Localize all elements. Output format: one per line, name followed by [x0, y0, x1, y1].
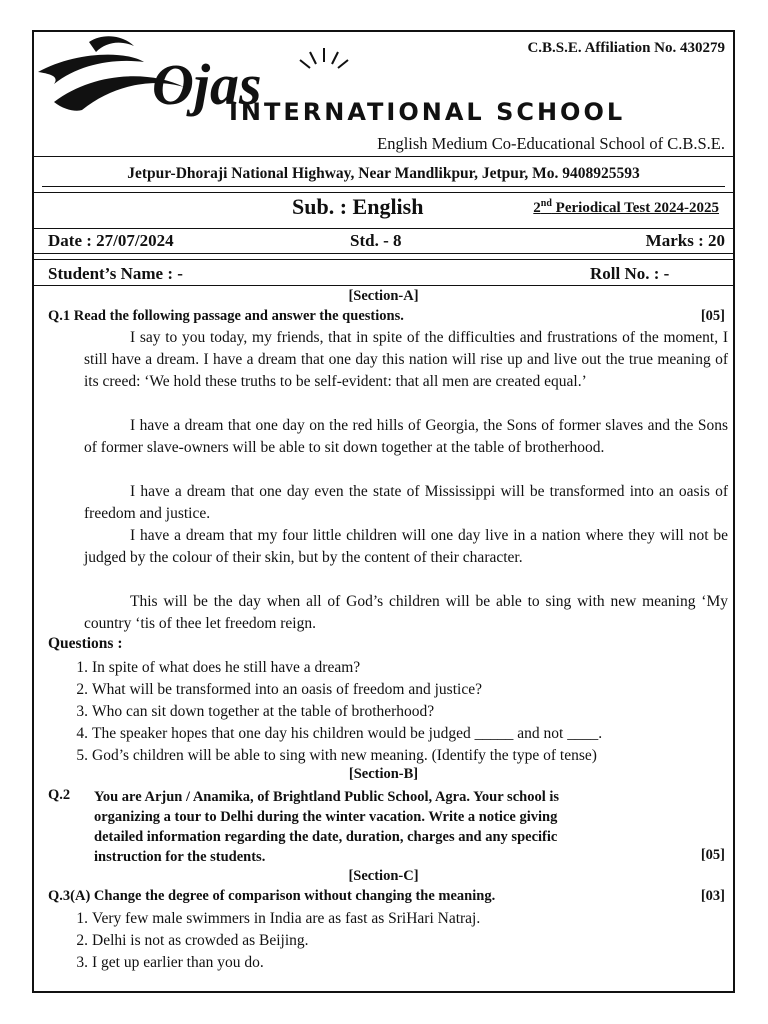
questions-heading: Questions :	[48, 635, 123, 652]
divider	[34, 156, 733, 157]
passage-paragraph: I have a dream that one day even the state of Mississippi will be transformed into an oasis of freedom and justice.	[84, 483, 728, 522]
question-item: 1. In spite of what does he still have a dream?	[76, 659, 361, 676]
question-item: 4. The speaker hopes that one day his children would be judged _____ and not ____.	[76, 725, 603, 742]
divider	[34, 285, 733, 286]
subject-title: Sub. : English	[292, 194, 424, 219]
exam-paper	[32, 30, 735, 993]
question-item: 5. God’s children will be able to sing with new meaning. (Identify the type of tense)	[76, 747, 597, 764]
question-item: 2. What will be transformed into an oasis of freedom and justice?	[76, 681, 482, 698]
q3a-item: 3. I get up earlier than you do.	[76, 954, 264, 971]
divider	[34, 259, 733, 260]
standard: Std. - 8	[350, 231, 402, 250]
exam-date: Date : 27/07/2024	[48, 231, 174, 250]
question-item: 3. Who can sit down together at the table of brotherhood?	[76, 703, 435, 720]
divider	[34, 253, 733, 254]
test-title: 2nd Periodical Test 2024-2025	[533, 198, 719, 216]
q1-marks: [05]	[700, 308, 725, 324]
affiliation-number: C.B.S.E. Affiliation No. 430279	[527, 40, 725, 56]
sun-icon	[300, 48, 348, 68]
q3a-marks: [03]	[700, 888, 725, 904]
school-tagline: English Medium Co-Educational School of C.B.S.E.	[377, 134, 725, 153]
logo-text: Ojas	[152, 52, 262, 117]
passage-paragraph: I have a dream that my four little children will one day live in a nation where they will not be judged by the colour of their skin, but by the content of their character.	[84, 527, 728, 566]
q1-instruction: Q.1 Read the following passage and answer the questions.	[48, 308, 404, 324]
school-address: Jetpur-Dhoraji National Highway, Near Mandlikpur, Jetpur, Mo. 9408925593	[127, 165, 640, 182]
school-name: INTERNATIONAL SCHOOL	[229, 98, 626, 126]
passage-paragraph: I say to you today, my friends, that in spite of the difficulties and frustrations of the moment, I still have a dream. I have a dream that one day this nation will rise up and live out the true meaning of its creed: ‘We hold these truths to be self-evident: that all men are created equal.’	[84, 329, 728, 390]
passage-paragraph: This will be the day when all of God’s children will be able to sing with new meaning ‘My country ‘tis of thee let freedom reign.	[84, 593, 728, 632]
section-c-title: [Section-C]	[348, 868, 419, 884]
student-name-label: Student’s Name : -	[48, 264, 183, 283]
q2-text: You are Arjun / Anamika, of Brightland Public School, Agra. Your school is organizing a tour to Delhi during the winter vacation. Write a notice giving detailed information regarding the date, duration, charges and any specific instruction for the students.	[94, 789, 560, 865]
q3a-item: 2. Delhi is not as crowded as Beijing.	[76, 932, 309, 949]
q3a-instruction: Q.3(A) Change the degree of comparison without changing the meaning.	[48, 888, 496, 904]
divider	[34, 192, 733, 193]
passage-paragraph: I have a dream that one day on the red hills of Georgia, the Sons of former slaves and the Sons of former slave-owners will be able to sit down together at the table of brotherhood.	[84, 417, 728, 456]
q3a-item: 1. Very few male swimmers in India are as fast as SriHari Natraj.	[76, 910, 481, 927]
divider	[34, 228, 733, 229]
q2-label: Q.2	[48, 787, 71, 803]
q2-marks: [05]	[700, 847, 725, 863]
address-underline	[42, 186, 725, 187]
total-marks: Marks : 20	[645, 231, 725, 250]
roll-number-label: Roll No. : -	[590, 264, 670, 283]
section-a-title: [Section-A]	[348, 288, 419, 304]
section-b-title: [Section-B]	[348, 766, 419, 782]
